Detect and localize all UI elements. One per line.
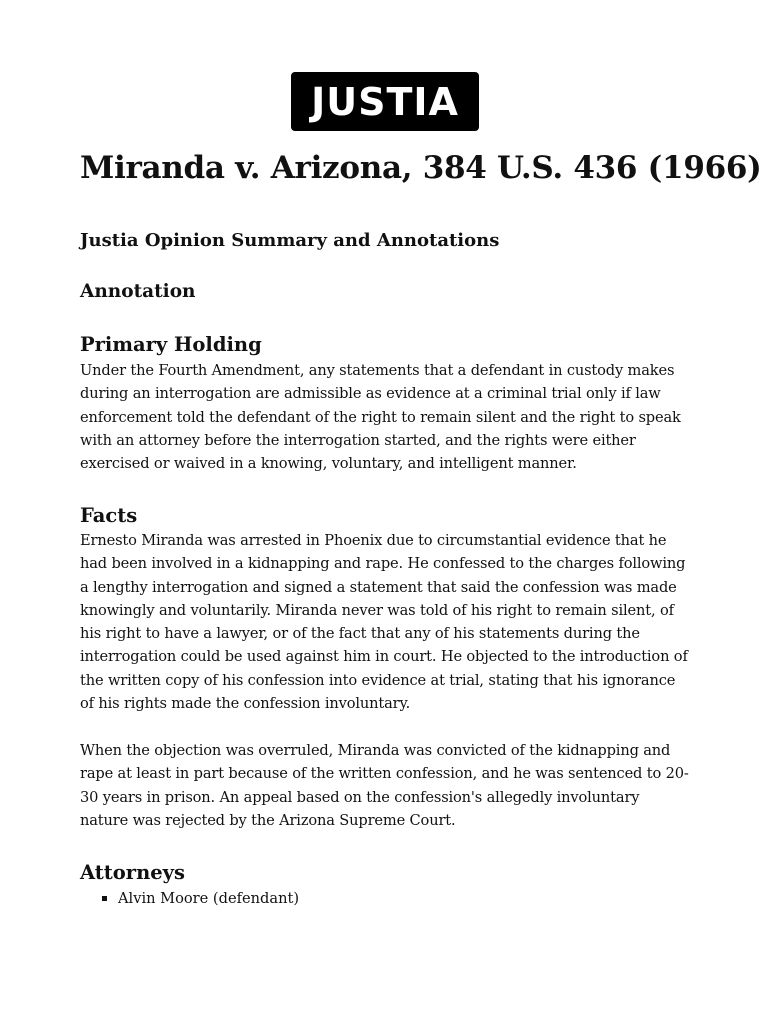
summary-heading: Justia Opinion Summary and Annotations: [80, 230, 500, 251]
attorneys-list: [80, 887, 299, 910]
annotation-heading: Annotation: [80, 281, 196, 302]
list-item: [80, 887, 299, 910]
primary-holding-heading: Primary Holding: [80, 333, 262, 356]
case-title: Miranda v. Arizona, 384 U.S. 436 (1966): [80, 150, 762, 186]
facts-paragraph: When the objection was overruled, Miranda was convicted of the kidnapping and rape at least in part because of the written confession, and he was sentenced to 20-30 years in prison. An appeal based on the confession's allegedly involuntary nature was rejected by the Arizona Supreme Court.: [80, 742, 689, 829]
square-bullet-icon: [102, 896, 107, 901]
attorneys-heading: Attorneys: [80, 861, 185, 884]
logo-text: JUSTIA: [311, 79, 459, 124]
facts-heading: Facts: [80, 504, 138, 527]
justia-logo[interactable]: [291, 72, 479, 131]
attorney-name: Alvin Moore (defendant): [118, 890, 300, 907]
facts-paragraph: Ernesto Miranda was arrested in Phoenix due to circumstantial evidence that he had been involved in a kidnapping and rape. He confessed to the charges following a lengthy interrogation and signed a statement that said the confession was made knowingly and voluntarily. Miranda never was told of his right to remain silent, of his right to have a lawyer, or of the fact that any of his statements during the interrogation could be used against him in court. He objected to the introduction of the written copy of his confession into evidence at trial, stating that his ignorance of his rights made the confession involuntary.: [80, 532, 688, 713]
primary-holding-text: Under the Fourth Amendment, any statements that a defendant in custody makes during an interrogation are admissible as evidence at a criminal trial only if law enforcement told the defendant of the right to remain silent and the right to speak with an attorney before the interrogation started, and the rights were either exercised or waived in a knowing, voluntary, and intelligent manner.: [80, 362, 681, 473]
